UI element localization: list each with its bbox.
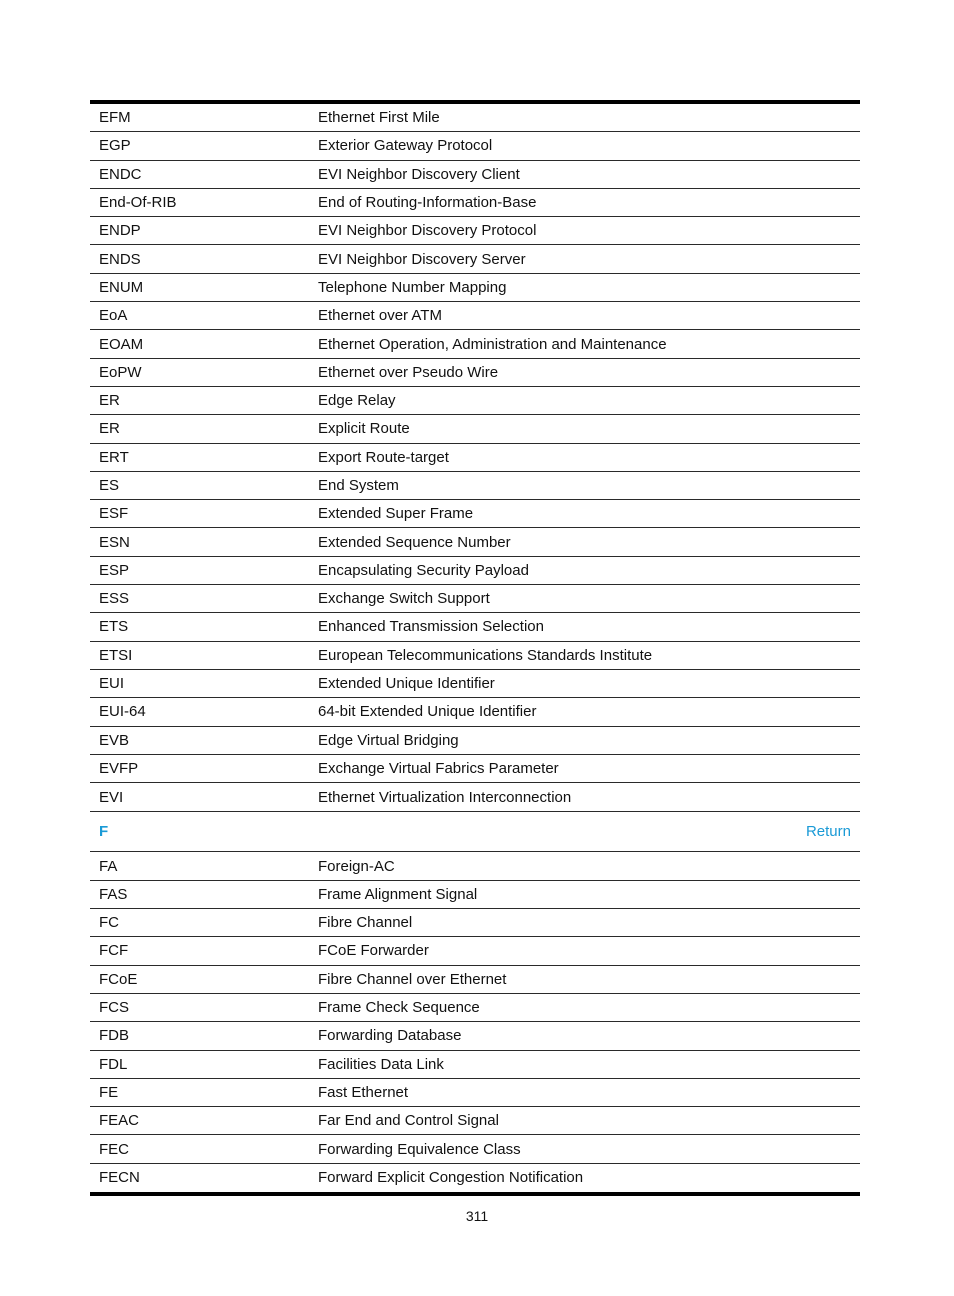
table-row [90, 937, 860, 965]
meaning-cell: Edge Relay [318, 392, 396, 410]
table-row [90, 1135, 860, 1163]
table-row [90, 852, 860, 880]
abbreviation-cell: FCS [99, 999, 129, 1017]
abbreviation-cell: FA [99, 857, 118, 875]
abbreviation-cell: EVI [99, 788, 124, 806]
abbreviation-cell: ESS [99, 590, 130, 608]
table-row [90, 966, 860, 994]
table-row [90, 444, 860, 472]
table-row [90, 1079, 860, 1107]
table-row [90, 302, 860, 330]
table-row [90, 1022, 860, 1050]
rows-f-section [90, 852, 860, 1192]
abbreviation-cell: EUI-64 [99, 703, 146, 721]
abbreviation-cell: ER [99, 420, 120, 438]
abbreviation-cell: ENDP [99, 222, 141, 240]
meaning-cell: Exterior Gateway Protocol [318, 137, 493, 155]
section-letter: F [99, 823, 109, 841]
meaning-cell: Forward Explicit Congestion Notification [318, 1169, 584, 1187]
table-row [90, 217, 860, 245]
abbreviation-cell: EoA [99, 307, 128, 325]
meaning-cell: Telephone Number Mapping [318, 278, 507, 296]
meaning-cell: Forwarding Database [318, 1027, 462, 1045]
abbreviation-cell: EVFP [99, 759, 139, 777]
table-row [90, 132, 860, 160]
abbreviation-cell: ESN [99, 533, 130, 551]
meaning-cell: Encapsulating Security Payload [318, 561, 529, 579]
abbreviation-cell: FECN [99, 1169, 140, 1187]
meaning-cell: European Telecommunications Standards Institute [318, 646, 653, 664]
meaning-cell: Frame Alignment Signal [318, 885, 478, 903]
meaning-cell: EVI Neighbor Discovery Protocol [318, 222, 537, 240]
table-row [90, 387, 860, 415]
meaning-cell: Foreign-AC [318, 857, 395, 875]
abbreviation-cell: FDL [99, 1055, 128, 1073]
abbreviation-cell: ESF [99, 505, 129, 523]
meaning-cell: Explicit Route [318, 420, 410, 438]
table-row [90, 189, 860, 217]
meaning-cell: 64-bit Extended Unique Identifier [318, 703, 537, 721]
table-row [90, 1107, 860, 1135]
table-row [90, 670, 860, 698]
abbreviation-cell: FCF [99, 942, 129, 960]
meaning-cell: Extended Super Frame [318, 505, 474, 523]
table-row [90, 1164, 860, 1192]
abbreviation-cell: EFM [99, 109, 131, 127]
meaning-cell: Exchange Virtual Fabrics Parameter [318, 759, 559, 777]
table-row [90, 613, 860, 641]
abbreviation-cell: FEAC [99, 1112, 140, 1130]
meaning-cell: Frame Check Sequence [318, 999, 480, 1017]
page-number: 311 [465, 1208, 489, 1224]
abbreviation-cell: End-Of-RIB [99, 194, 177, 212]
meaning-cell: Ethernet Virtualization Interconnection [318, 788, 572, 806]
table-row [90, 642, 860, 670]
meaning-cell: Export Route-target [318, 448, 449, 466]
table-row [90, 330, 860, 358]
abbreviation-cell: ENDS [99, 250, 141, 268]
table-row [90, 727, 860, 755]
table-row [90, 585, 860, 613]
table-row [90, 783, 860, 811]
section-header-f [90, 811, 860, 852]
table-row [90, 104, 860, 132]
table-row [90, 557, 860, 585]
meaning-cell: Extended Unique Identifier [318, 675, 495, 693]
meaning-cell: Ethernet over ATM [318, 307, 442, 325]
table-row [90, 1051, 860, 1079]
abbreviation-cell: ETSI [99, 646, 133, 664]
meaning-cell: Fibre Channel [318, 914, 413, 932]
abbreviation-cell: FCoE [99, 970, 138, 988]
table-row [90, 472, 860, 500]
meaning-cell: Ethernet over Pseudo Wire [318, 363, 499, 381]
abbreviation-cell: EoPW [99, 363, 142, 381]
table-row [90, 755, 860, 783]
meaning-cell: Far End and Control Signal [318, 1112, 499, 1130]
abbreviation-cell: FDB [99, 1027, 129, 1045]
table-row [90, 161, 860, 189]
meaning-cell: Forwarding Equivalence Class [318, 1140, 521, 1158]
abbreviation-cell: FE [99, 1083, 119, 1101]
meaning-cell: Enhanced Transmission Selection [318, 618, 544, 636]
table-row [90, 909, 860, 937]
abbreviation-cell: EUI [99, 675, 125, 693]
acronym-table [90, 100, 860, 1196]
abbreviation-cell: ER [99, 392, 120, 410]
abbreviation-cell: ES [99, 477, 120, 494]
abbreviation-cell: ENDC [99, 165, 142, 183]
table-row [90, 245, 860, 273]
abbreviation-cell: FEC [99, 1140, 129, 1158]
abbreviation-cell: ETS [99, 618, 129, 636]
meaning-cell: EVI Neighbor Discovery Server [318, 250, 526, 268]
meaning-cell: Extended Sequence Number [318, 533, 511, 551]
meaning-cell: Ethernet Operation, Administration and Maintenance [318, 335, 667, 353]
abbreviation-cell: EVB [99, 731, 130, 749]
meaning-cell: Exchange Switch Support [318, 590, 490, 608]
rows-e-section [90, 104, 860, 811]
abbreviation-cell: ENUM [99, 278, 144, 296]
abbreviation-cell: ERT [99, 448, 129, 466]
meaning-cell: Facilities Data Link [318, 1055, 444, 1073]
meaning-cell: FCoE Forwarder [318, 942, 429, 960]
meaning-cell: Fibre Channel over Ethernet [318, 970, 507, 988]
table-row [90, 274, 860, 302]
table-row [90, 415, 860, 443]
meaning-cell: Fast Ethernet [318, 1083, 409, 1101]
table-row [90, 698, 860, 726]
table-row [90, 359, 860, 387]
abbreviation-cell: FAS [99, 885, 128, 903]
table-row [90, 500, 860, 528]
table-row [90, 528, 860, 556]
meaning-cell: Edge Virtual Bridging [318, 731, 459, 749]
meaning-cell: Ethernet First Mile [318, 109, 440, 127]
table-row [90, 881, 860, 909]
meaning-cell: End System [318, 477, 399, 494]
meaning-cell: EVI Neighbor Discovery Client [318, 165, 520, 183]
return-link[interactable]: Return [805, 823, 851, 841]
abbreviation-cell: EGP [99, 137, 131, 155]
abbreviation-cell: ESP [99, 561, 130, 579]
meaning-cell: End of Routing-Information-Base [318, 194, 537, 212]
abbreviation-cell: EOAM [99, 335, 144, 353]
abbreviation-cell: FC [99, 914, 119, 932]
table-row [90, 994, 860, 1022]
